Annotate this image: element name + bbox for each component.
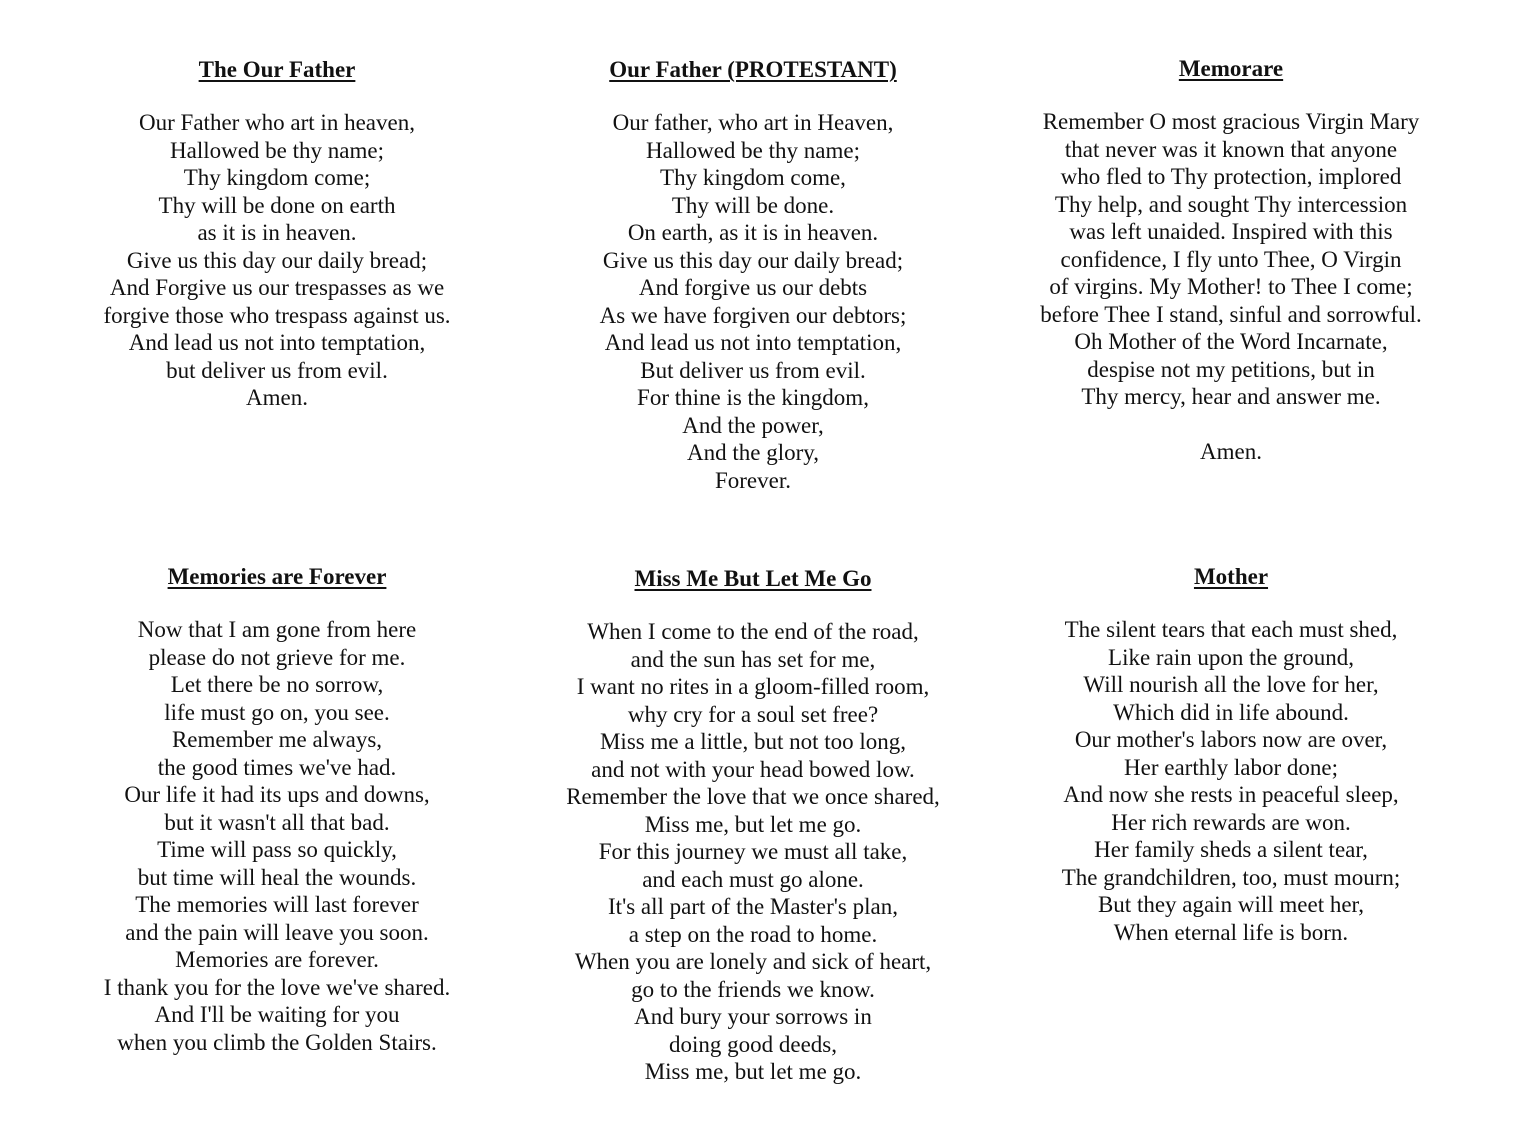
- poem-line: Time will pass so quickly,: [157, 837, 397, 862]
- poem-line: Which did in life abound.: [1113, 699, 1349, 725]
- poem-line: of virgins. My Mother! to Thee I come;: [1049, 274, 1413, 299]
- poem-title: Mother: [1193, 564, 1269, 589]
- poem-line: go to the friends we know.: [631, 976, 875, 1002]
- poem-line: Thy mercy, hear and answer me.: [1081, 384, 1381, 409]
- poem-line: When eternal life is born.: [1113, 919, 1349, 945]
- poem-line: And the power,: [682, 412, 824, 438]
- poem-line: And lead us not into temptation,: [128, 330, 426, 355]
- poem-miss-me-but-let-me-go: [518, 565, 988, 1086]
- poem-line: When I come to the end of the road,: [587, 619, 919, 644]
- poem-memorare: [996, 55, 1466, 466]
- poem-line: And Forgive us our trespasses as we: [109, 275, 445, 300]
- poem-line: and not with your head bowed low.: [591, 756, 915, 782]
- poem-line: but deliver us from evil.: [166, 357, 388, 383]
- poem-line: Like rain upon the ground,: [1108, 644, 1354, 670]
- poem-line: but it wasn't all that bad.: [164, 809, 390, 835]
- poem-line: But deliver us from evil.: [640, 357, 866, 383]
- poem-line: please do not grieve for me.: [148, 644, 406, 670]
- poem-line: [996, 411, 1466, 439]
- poem-line: Memories are forever.: [175, 947, 379, 972]
- poem-line: The memories will last forever: [135, 892, 419, 917]
- poem-line: And now she rests in peaceful sleep,: [1063, 782, 1399, 807]
- poem-line: life must go on, you see.: [164, 699, 390, 725]
- poem-line: And the glory,: [686, 440, 819, 465]
- poem-line: the good times we've had.: [157, 754, 397, 780]
- poem-line: Thy help, and sought Thy intercession: [1054, 191, 1408, 217]
- poem-line: was left unaided. Inspired with this: [1069, 219, 1393, 244]
- poem-body: [996, 616, 1466, 946]
- poem-line: Give us this day our daily bread;: [602, 247, 904, 273]
- poem-line: Thy will be done.: [671, 192, 835, 218]
- poem-line: Amen.: [246, 385, 308, 410]
- poem-line: When you are lonely and sick of heart,: [574, 949, 932, 974]
- poem-line: why cry for a soul set free?: [627, 701, 879, 727]
- poem-line: Her earthly labor done;: [1124, 754, 1338, 780]
- poem-line: Hallowed be thy name;: [646, 137, 860, 163]
- poem-line: a step on the road to home.: [628, 921, 878, 947]
- poem-line: As we have forgiven our debtors;: [599, 302, 907, 328]
- poem-line: Thy will be done on earth: [158, 192, 396, 218]
- poem-line: and each must go alone.: [642, 866, 864, 892]
- poem-memories-are-forever: [42, 563, 512, 1056]
- poem-line: who fled to Thy protection, implored: [1060, 164, 1402, 189]
- poem-line: For thine is the kingdom,: [637, 385, 869, 410]
- poem-title: Memories are Forever: [167, 564, 387, 589]
- poem-body: [996, 108, 1466, 466]
- poem-line: Thy kingdom come,: [660, 165, 846, 190]
- poem-line: On earth, as it is in heaven.: [627, 220, 879, 245]
- poem-line: Will nourish all the love for her,: [1083, 672, 1379, 697]
- poem-mother: [996, 563, 1466, 946]
- poem-body: [518, 618, 988, 1086]
- poem-line: Hallowed be thy name;: [170, 137, 384, 163]
- poem-line: I want no rites in a gloom-filled room,: [576, 674, 930, 699]
- poem-line: And bury your sorrows in: [634, 1004, 872, 1029]
- poem-line: Now that I am gone from here: [137, 617, 417, 642]
- poem-line: but time will heal the wounds.: [137, 864, 417, 890]
- poem-line: Let there be no sorrow,: [170, 672, 384, 697]
- poem-line: It's all part of the Master's plan,: [608, 894, 898, 919]
- poem-line: before Thee I stand, sinful and sorrowful.: [1040, 301, 1422, 327]
- poem-our-father-protestant: [518, 56, 988, 494]
- poem-line: And I'll be waiting for you: [154, 1002, 400, 1027]
- poem-line: and the pain will leave you soon.: [125, 919, 429, 945]
- poem-line: Miss me, but let me go.: [644, 811, 862, 837]
- poem-line: Remember me always,: [171, 727, 383, 752]
- poem-line: Her family sheds a silent tear,: [1094, 837, 1368, 862]
- poem-line: Thy kingdom come;: [183, 165, 371, 190]
- poem-line: and the sun has set for me,: [630, 646, 876, 672]
- poem-line: Give us this day our daily bread;: [126, 247, 428, 273]
- poem-line: I thank you for the love we've shared.: [103, 974, 451, 1000]
- poem-line: Remember O most gracious Virgin Mary: [1042, 109, 1420, 134]
- poem-body: [518, 109, 988, 494]
- poem-line: Miss me, but let me go.: [644, 1059, 862, 1084]
- poem-line: when you climb the Golden Stairs.: [117, 1029, 437, 1055]
- poem-line: Miss me a little, but not too long,: [599, 729, 907, 754]
- poem-line: Amen.: [1200, 439, 1262, 464]
- poem-line: forgive those who trespass against us.: [103, 302, 451, 328]
- poem-title: The Our Father: [198, 57, 356, 82]
- poem-line: Oh Mother of the Word Incarnate,: [1074, 329, 1388, 354]
- poem-line: Our mother's labors now are over,: [1074, 727, 1388, 752]
- poem-line: as it is in heaven.: [197, 220, 357, 245]
- poem-line: Our father, who art in Heaven,: [612, 110, 894, 135]
- poem-line: And lead us not into temptation,: [604, 330, 902, 355]
- poem-line: despise not my petitions, but in: [1087, 356, 1375, 382]
- poem-line: Forever.: [714, 467, 791, 493]
- poem-line: Her rich rewards are won.: [1111, 809, 1351, 835]
- poem-line: Our Father who art in heaven,: [139, 110, 415, 135]
- poem-the-our-father: [42, 56, 512, 412]
- poem-line: For this journey we must all take,: [598, 839, 908, 864]
- poem-title: Miss Me But Let Me Go: [634, 566, 872, 591]
- poem-body: [42, 616, 512, 1056]
- poem-body: [42, 109, 512, 412]
- poem-line: that never was it known that anyone: [1064, 136, 1398, 162]
- poem-line: The grandchildren, too, must mourn;: [1061, 864, 1401, 890]
- poem-line: confidence, I fly unto Thee, O Virgin: [1060, 246, 1402, 272]
- poem-line: doing good deeds,: [668, 1031, 837, 1057]
- poem-line: Remember the love that we once shared,: [566, 784, 940, 809]
- poem-line: Our life it had its ups and downs,: [124, 782, 430, 807]
- poem-line: The silent tears that each must shed,: [1064, 617, 1398, 642]
- poem-title: Our Father (PROTESTANT): [609, 57, 897, 82]
- poem-line: And forgive us our debts: [638, 275, 868, 300]
- poem-title: Memorare: [1178, 56, 1284, 81]
- poem-line: But they again will meet her,: [1097, 892, 1365, 917]
